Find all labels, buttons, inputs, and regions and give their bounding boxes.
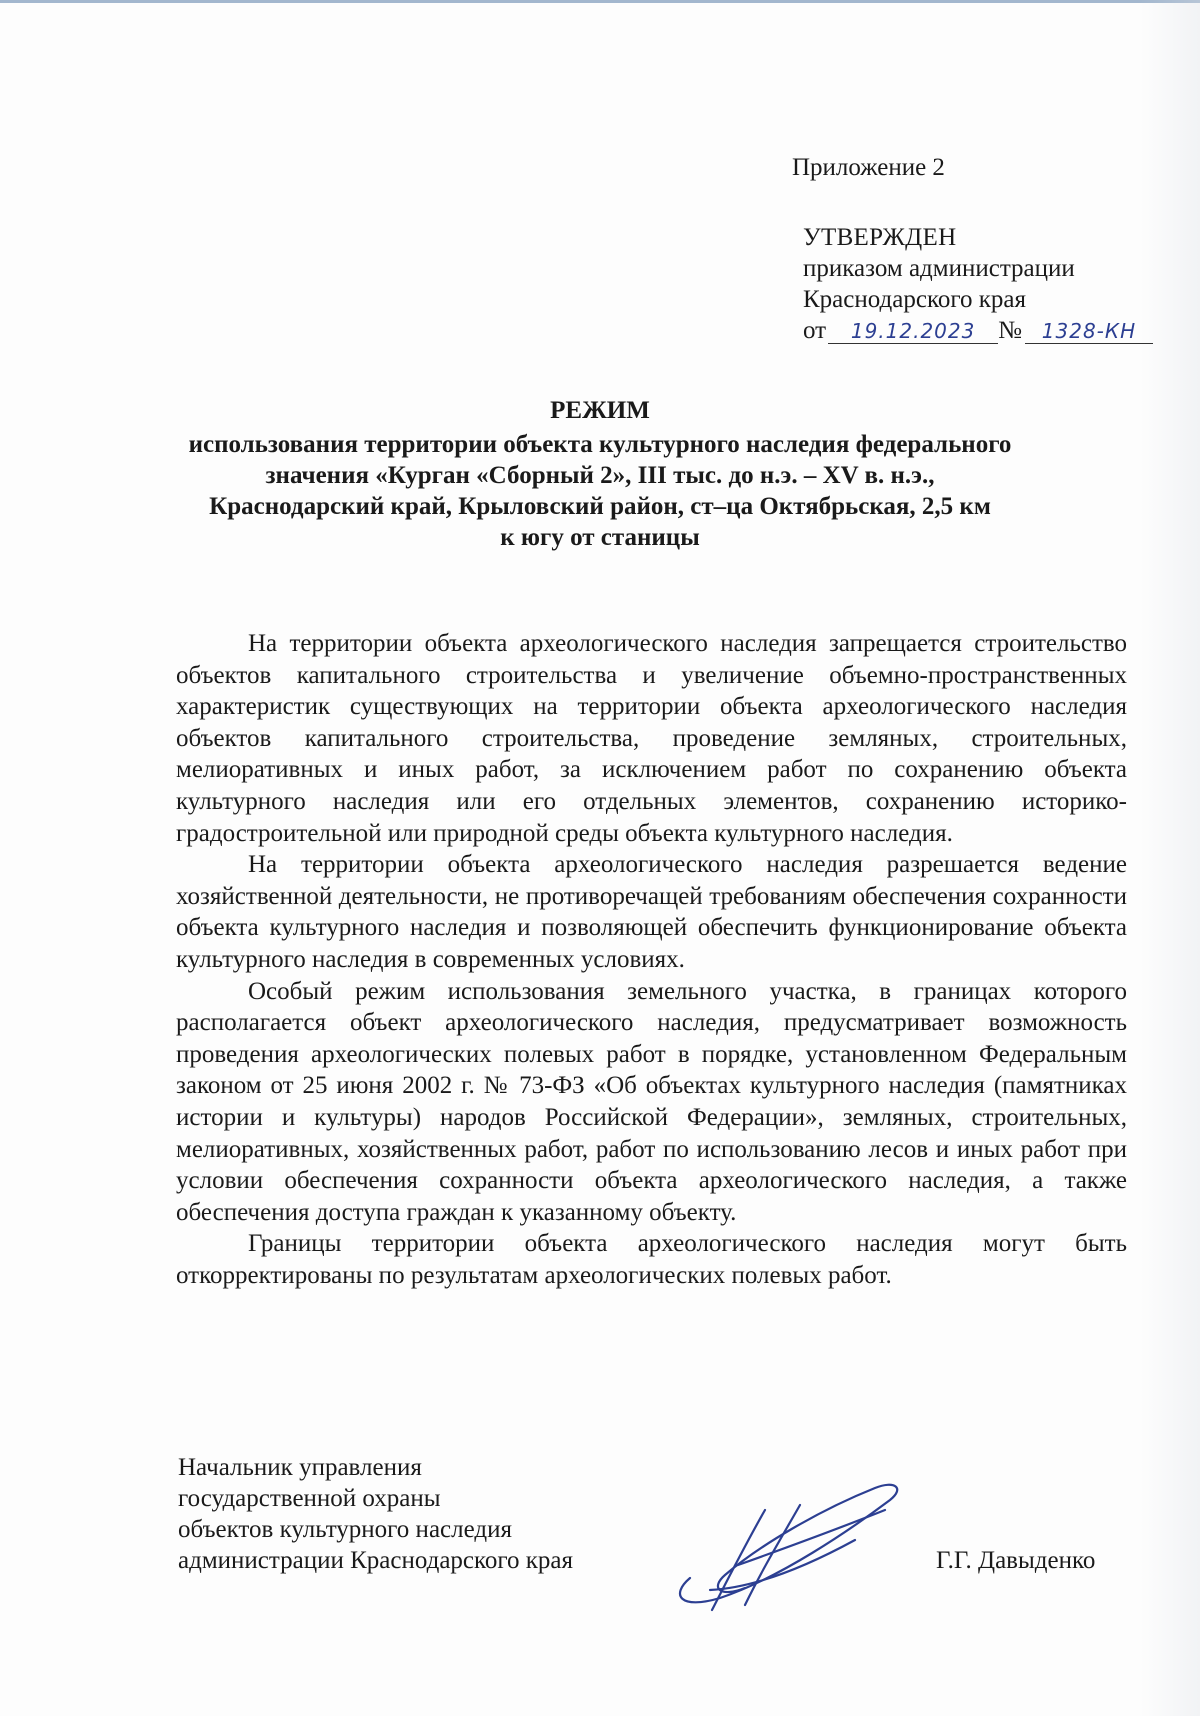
title-line-4: к югу от станицы (500, 524, 700, 551)
signatory-position (178, 1452, 573, 1576)
order-date-handwritten: 19.12.2023 (828, 319, 998, 344)
body-paragraph-1: На территории объекта археологического наследия запрещается строительство объектов капитального строительства и увеличение объемно-пространственных характеристик существующих на территории объекта археологического наследия объектов капитального строительства, проведение земляных, строительных, мелиоративных и иных работ, за исключением работ по сохранению объекта культурного наследия или его отдельных элементов, сохранению историко-градостроительной или природной среды объекта культурного наследия. (176, 630, 1127, 847)
scan-edge-line (0, 0, 1200, 3)
title-line-1: использования территории объекта культурного наследия федерального (188, 431, 1012, 458)
position-line-2: государственной охраны (178, 1485, 441, 1512)
appendix-label: Приложение 2 (792, 154, 945, 181)
from-prefix: от (803, 317, 827, 344)
order-date-number-line (803, 315, 1153, 346)
body-paragraph-4: Границы территории объекта археологического наследия могут быть откорректированы по результатам археологических полевых работ. (176, 1230, 1127, 1289)
document-title (150, 395, 1050, 553)
approved-heading: УТВЕРЖДЕН (803, 224, 957, 251)
order-number-handwritten: 1328-КН (1025, 319, 1153, 344)
approved-by-line1: приказом администрации (803, 255, 1075, 282)
handwritten-signature (650, 1470, 920, 1620)
body-paragraph-2: На территории объекта археологического наследия разрешается ведение хозяйственной деятельности, не противоречащей требованиям обеспечения сохранности объекта культурного наследия и позволяющей обеспечить функционирование объекта культурного наследия в современных условиях. (176, 851, 1127, 973)
body-paragraph-3: Особый режим использования земельного участка, в границах которого располагается объект археологического наследия, предусматривает возможность проведения археологических полевых работ в порядке, установленном Федеральным законом от 25 июня 2002 г. № 73-ФЗ «Об объектах культурного наследия (памятниках истории и культуры) народов Российской Федерации», земляных, строительных, мелиоративных, хозяйственных работ, работ по использованию лесов и иных работ при условии обеспечения сохранности объекта археологического наследия, а также обеспечения доступа граждан к указанному объекту. (176, 977, 1127, 1226)
title-line-3: Краснодарский край, Крыловский район, ст–ца Октябрьская, 2,5 км (209, 493, 991, 520)
number-prefix: № (998, 317, 1022, 344)
signer-name: Г.Г. Давыденко (936, 1547, 1096, 1574)
approval-block (803, 222, 1153, 346)
title-main: РЕЖИМ (550, 397, 650, 424)
position-line-4: администрации Краснодарского края (178, 1547, 574, 1574)
title-line-2: значения «Курган «Сборный 2», III тыс. до н.э. – XV в. н.э., (265, 462, 935, 489)
position-line-3: объектов культурного наследия (178, 1516, 512, 1543)
approved-by-line2: Краснодарского края (803, 286, 1026, 313)
position-line-1: Начальник управления (178, 1454, 422, 1481)
document-body (176, 628, 1127, 1291)
